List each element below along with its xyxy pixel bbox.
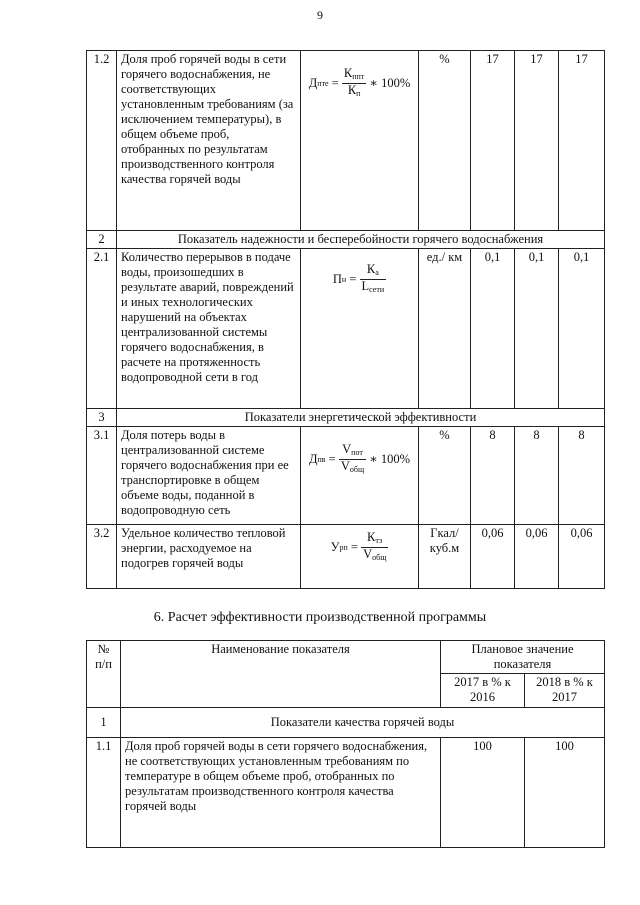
unit: Гкал/ куб.м (419, 525, 471, 589)
formula-cell (301, 427, 419, 525)
header-row (87, 641, 605, 674)
table-row (87, 249, 605, 409)
unit: ед./ км (419, 249, 471, 409)
efficiency-table (86, 640, 605, 848)
row-number: 1.1 (87, 738, 121, 848)
header-num: № п/п (87, 641, 121, 708)
formula-cell (301, 249, 419, 409)
section-row (87, 708, 605, 738)
value-cell: 100 (441, 738, 525, 848)
row-number: 1.2 (87, 51, 117, 231)
indicator-name: Удельное количество тепловой энергии, расходуемое на подогрев горячей воды (117, 525, 301, 589)
value-cell: 17 (559, 51, 605, 231)
unit: % (419, 51, 471, 231)
formula: Д пте = $\frac{К_{ппт}}{К_п}$ ∗ 100% (308, 66, 411, 98)
value-cell: 17 (515, 51, 559, 231)
value-cell: 17 (471, 51, 515, 231)
unit: % (419, 427, 471, 525)
page-number: 9 (317, 8, 323, 22)
indicator-name: Доля проб горячей воды в сети горячего водоснабжения, не соответствующих установленным требованиям (за исключением температуры), в общем объеме проб, отобранных по результатам производственного контроля качества горячей воды (117, 51, 301, 231)
value-cell: 100 (525, 738, 605, 848)
row-number: 3.2 (87, 525, 117, 589)
row-number: 3.1 (87, 427, 117, 525)
header-2018: 2018 в % к 2017 (525, 674, 605, 708)
value-cell: 8 (559, 427, 605, 525)
value-cell: 8 (471, 427, 515, 525)
header-2017: 2017 в % к 2016 (441, 674, 525, 708)
section-row (87, 231, 605, 249)
row-number: 2.1 (87, 249, 117, 409)
formula: У рп = $\frac{К_{тэ}}{V_{общ}}$ (330, 530, 387, 562)
indicator-name: Доля проб горячей воды в сети горячего водоснабжения, не соответствующих установленным требованиям по температуре в общем объеме проб, отобранных по результатам производственного контроля качества горячей воды (121, 738, 441, 848)
value-cell: 0,06 (471, 525, 515, 589)
value-cell: 0,1 (471, 249, 515, 409)
indicator-name: Доля потерь воды в централизованной системе горячего водоснабжения при ее транспортировке в общем объеме воды, поданной в водопроводную сеть (117, 427, 301, 525)
value-cell: 0,1 (515, 249, 559, 409)
formula: Д пв = $\frac{V_{пот}}{V_{общ}}$ ∗ 100% (308, 442, 411, 474)
table-row (87, 51, 605, 231)
header-planned: Плановое значение показателя (441, 641, 605, 674)
value-cell: 8 (515, 427, 559, 525)
formula: П н = $\frac{К_а}{L_{сети}}$ (332, 262, 385, 294)
section-title: Показатели качества горячей воды (121, 708, 605, 738)
table-row (87, 525, 605, 589)
section-number: 3 (87, 409, 117, 427)
section-number: 2 (87, 231, 117, 249)
section-title: Показатель надежности и бесперебойности горячего водоснабжения (117, 231, 605, 249)
indicator-name: Количество перерывов в подаче воды, произошедших в результате аварий, повреждений и иных технологических нарушений на объектах централизованной системы горячего водоснабжения, в расчете на протяженность водопроводной сети в год (117, 249, 301, 409)
value-cell: 0,06 (559, 525, 605, 589)
table-row (87, 427, 605, 525)
section-number: 1 (87, 708, 121, 738)
section-row (87, 409, 605, 427)
indicators-table (86, 50, 605, 589)
value-cell: 0,06 (515, 525, 559, 589)
value-cell: 0,1 (559, 249, 605, 409)
section-title: Показатели энергетической эффективности (117, 409, 605, 427)
header-name: Наименование показателя (121, 641, 441, 708)
formula-cell (301, 51, 419, 231)
formula-cell (301, 525, 419, 589)
section-heading: 6. Расчет эффективности производственной программы (153, 610, 487, 625)
table-row (87, 738, 605, 848)
